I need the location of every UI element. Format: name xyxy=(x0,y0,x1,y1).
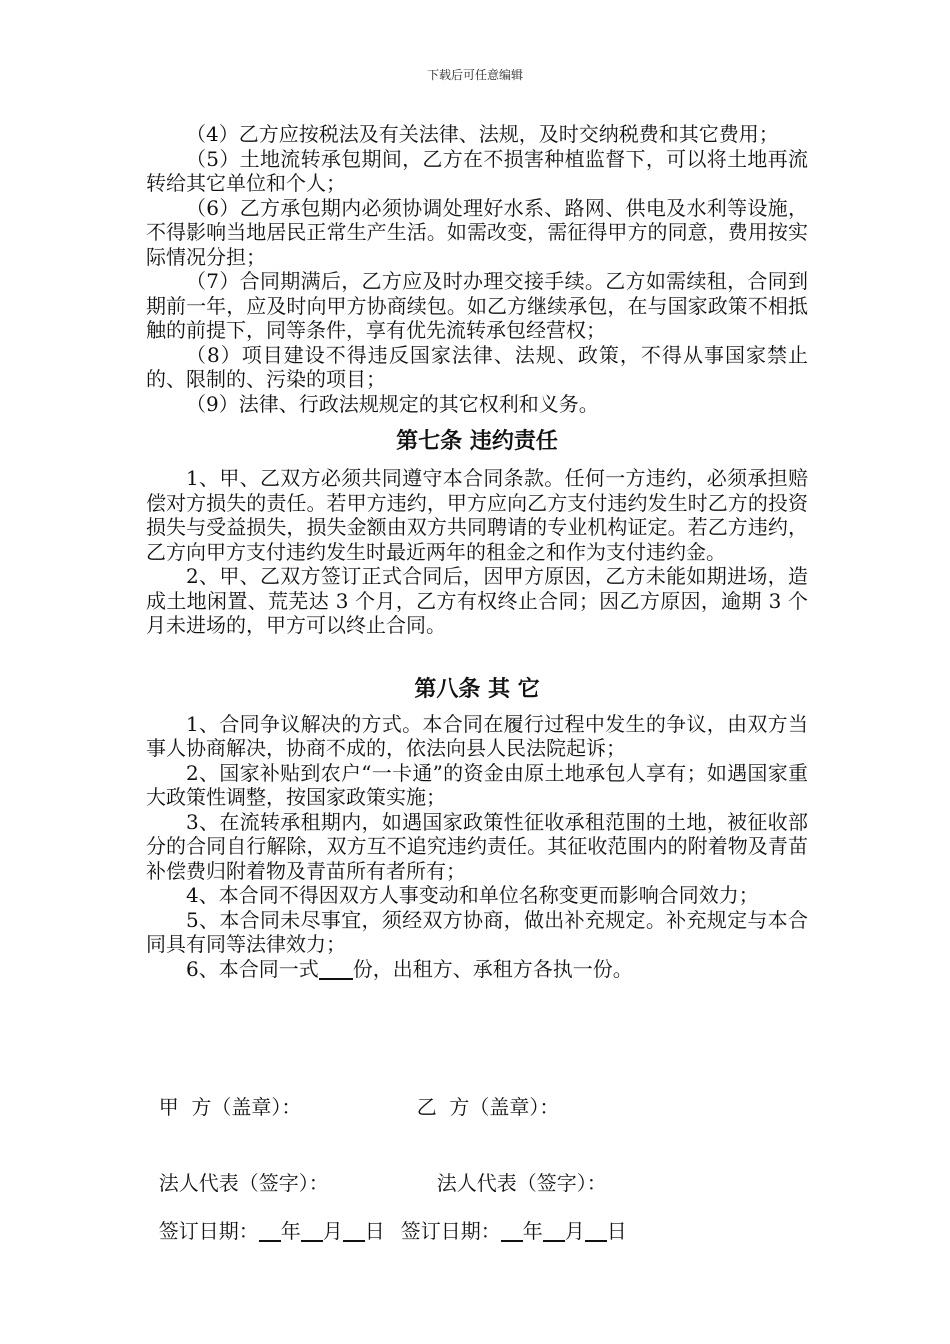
day-blank-b xyxy=(585,1222,607,1242)
article7-title: 第七条 违约责任 xyxy=(396,428,558,454)
party-b-date-label: 签订日期： xyxy=(400,1219,501,1243)
item6-suffix: 份，出租方、承租方各执一份。 xyxy=(352,956,633,981)
article8-item-2: 2、国家补贴到农户“一卡通”的资金由原土地承包人享有；如遇国家重大政策性调整，按国家政策实施； xyxy=(146,760,808,809)
article8-item-5: 5、本合同未尽事宜，须经双方协商，做出补充规定。补充规定与本合同具有同等法律效力； xyxy=(146,907,808,956)
month-blank-a xyxy=(301,1222,323,1242)
representative-row xyxy=(146,1147,607,1195)
month-blank-b xyxy=(543,1222,565,1242)
year-label-a: 年 xyxy=(280,1219,301,1243)
document-body xyxy=(146,122,808,981)
year-blank-b xyxy=(501,1222,523,1242)
year-blank-a xyxy=(259,1222,281,1242)
article6-item-6: （6）乙方承包期内必须协调处理好水系、路网、供电及水利等设施，不得影响当地居民正常生产生活。如需改变，需征得甲方的同意，费用按实际情况分担； xyxy=(146,195,808,269)
day-label-a: 日 xyxy=(364,1219,385,1243)
article7-item-1: 1、甲、乙双方必须共同遵守本合同条款。任何一方违约，必须承担赔偿对方损失的责任。若甲方违约，甲方应向乙方支付违约发生时乙方的投资损失与受益损失，损失金额由双方共同聘请的专业机构证定。若乙方违约，乙方向甲方支付违约发生时最近两年的租金之和作为支付违约金。 xyxy=(146,466,808,564)
copies-blank xyxy=(319,960,353,980)
day-label-b: 日 xyxy=(606,1219,627,1243)
party-b-representative-label: 法人代表（签字）： xyxy=(436,1171,607,1195)
article6-item-7: （7）合同期满后，乙方应及时办理交接手续。乙方如需续租，合同到期前一年，应及时向甲方协商续包。如乙方继续承包，在与国家政策不相抵触的前提下，同等条件，享有优先流转承包经营权； xyxy=(146,269,808,342)
article6-item-9: （9）法律、行政法规规定的其它权利和义务。 xyxy=(186,391,599,416)
article6-item-5: （5）土地流转承包期间，乙方在不损害种植监督下，可以将土地再流转给其它单位和个人； xyxy=(146,146,808,195)
article8-item-6 xyxy=(146,957,808,982)
month-label-b: 月 xyxy=(564,1219,585,1243)
article8-item-4: 4、本合同不得因双方人事变动和单位名称变更而影响合同效力； xyxy=(186,883,759,907)
sign-date-row xyxy=(146,1195,627,1243)
item6-prefix: 6、本合同一式 xyxy=(186,956,319,981)
party-a-date-label: 签订日期： xyxy=(158,1219,259,1243)
party-stamp-row xyxy=(146,1071,559,1119)
month-label-a: 月 xyxy=(322,1219,343,1243)
article6-item-4: （4）乙方应按税法及有关法律、法规，及时交纳税费和其它费用； xyxy=(186,122,779,146)
party-a-stamp-label: 甲 方（盖章）： xyxy=(158,1095,302,1119)
party-b-stamp-label: 乙 方（盖章）： xyxy=(416,1095,560,1119)
article8-item-3: 3、在流转承租期内，如遇国家政策性征收承租范围的土地，被征收部分的合同自行解除，双方互不追究违约责任。其征收范围内的附着物及青苗补偿费归附着物及青苗所有者所有； xyxy=(146,809,808,883)
article7-item-2: 2、甲、乙双方签订正式合同后，因甲方原因，乙方未能如期进场，造成土地闲置、荒芜达 3 个月，乙方有权终止合同；因乙方原因，逾期 3 个月未进场的，甲方可以终止合同。 xyxy=(146,564,808,637)
party-a-representative-label: 法人代表（签字）： xyxy=(158,1171,329,1195)
article8-title: 第八条 其 它 xyxy=(414,675,540,702)
year-label-b: 年 xyxy=(522,1219,543,1243)
day-blank-a xyxy=(343,1222,365,1242)
page-header: 下载后可任意编辑 xyxy=(426,68,523,82)
article8-item-1: 1、合同争议解决的方式。本合同在履行过程中发生的争议，由双方当事人协商解决，协商不成的，依法向县人民法院起诉； xyxy=(146,711,808,760)
article6-item-8: （8）项目建设不得违反国家法律、法规、政策，不得从事国家禁止的、限制的、污染的项目； xyxy=(146,342,808,391)
